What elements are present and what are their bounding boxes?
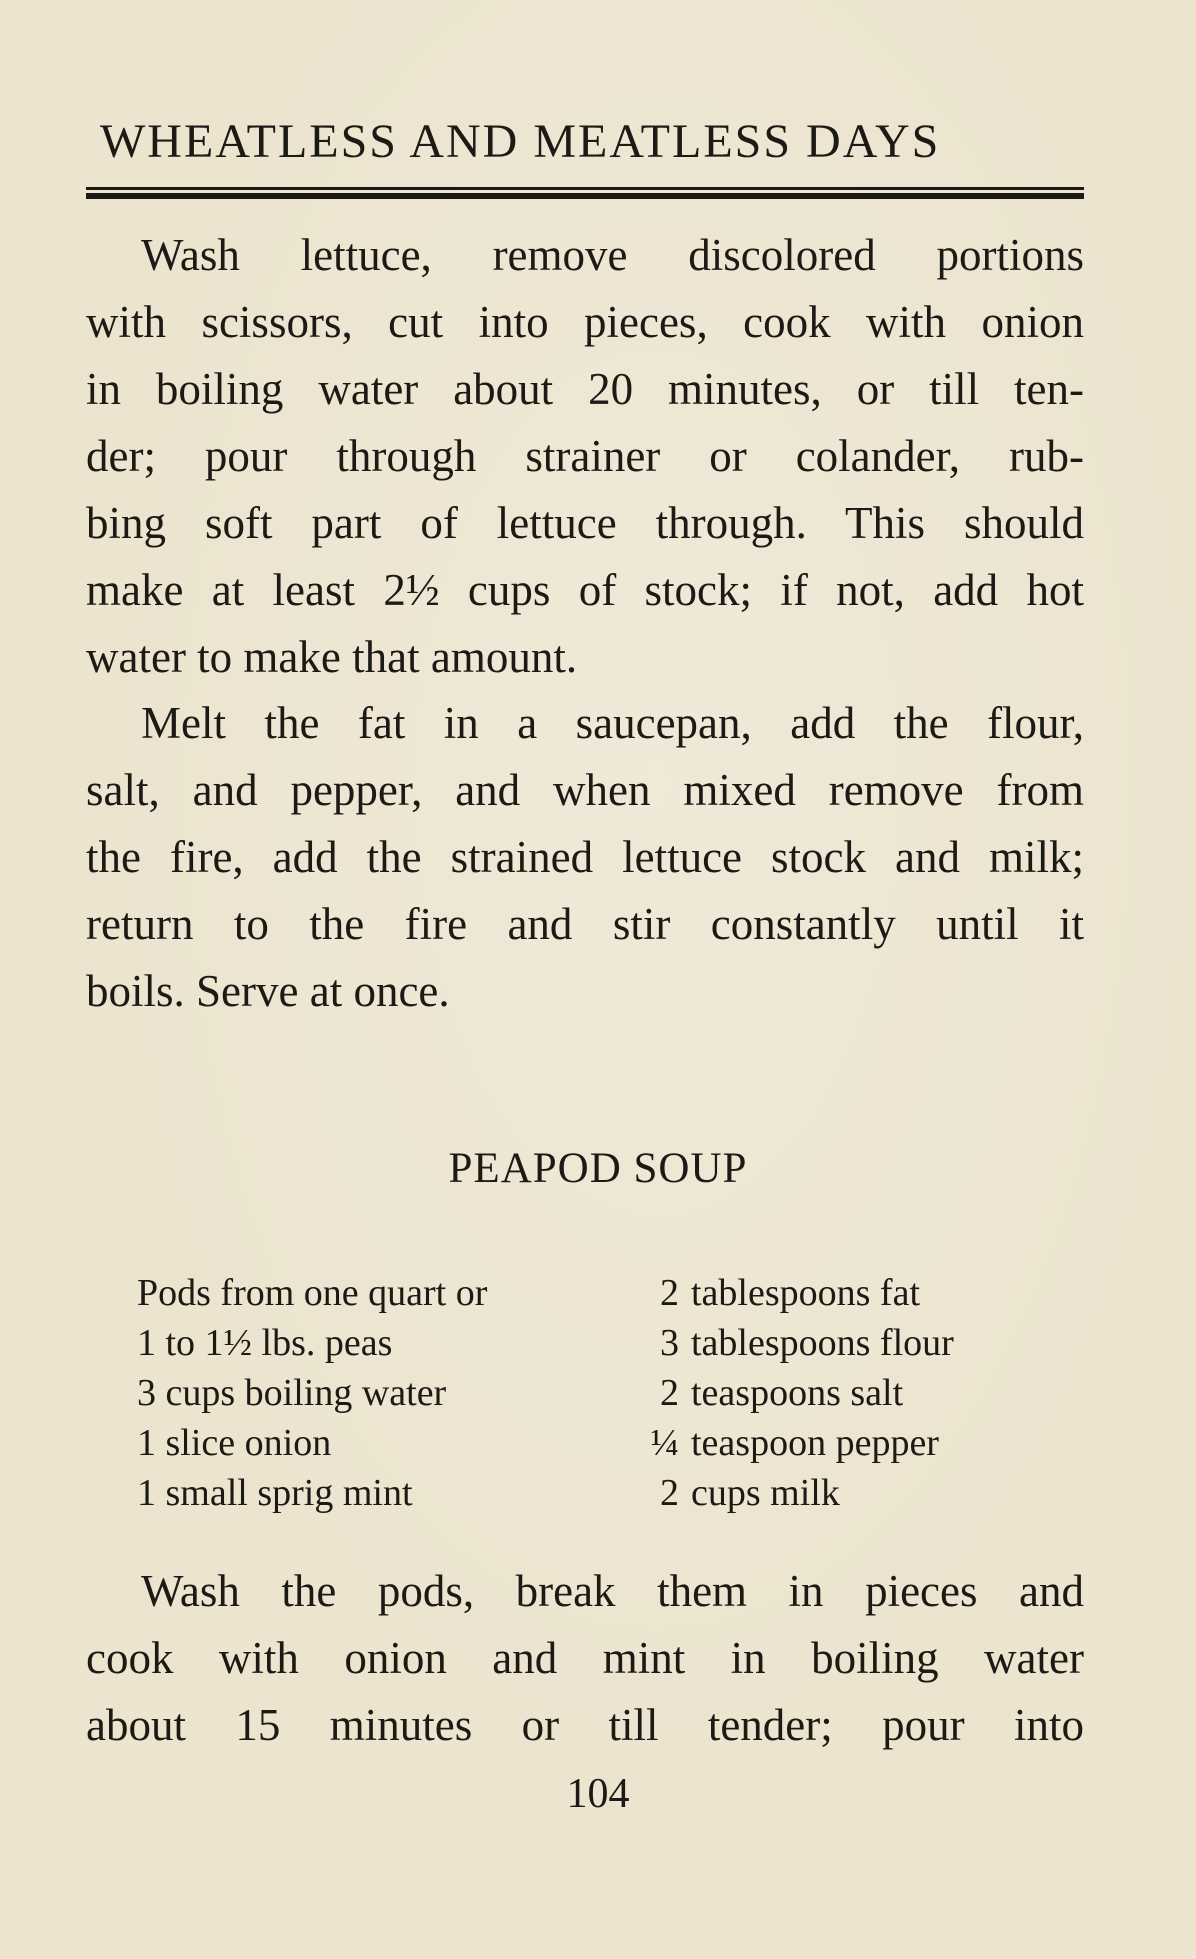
text-line: water to make that amount. — [86, 632, 578, 682]
text-line: Wash lettuce, remove discolored portions — [141, 230, 1084, 280]
ingredient-column-left — [137, 1268, 597, 1518]
paragraph-lettuce-stock — [86, 222, 1084, 691]
text-line: cook with onion and mint in boiling water — [86, 1633, 1084, 1683]
text-line: bing soft part of lettuce through. This should — [86, 498, 1084, 548]
text-line: return to the fire and stir constantly until it — [86, 899, 1084, 949]
ingredient-item — [637, 1368, 1057, 1418]
ingredient-item: 3 cups boiling water — [137, 1372, 447, 1414]
ingredient-item — [637, 1468, 1057, 1518]
running-head: WHEATLESS AND MEATLESS DAYS — [100, 115, 941, 168]
ingredient-quantity: 3 — [660, 1322, 679, 1364]
paragraph-melt-fat — [86, 690, 1084, 1025]
ingredient-name: tablespoons fat — [691, 1272, 921, 1314]
ingredient-name: teaspoons salt — [691, 1372, 904, 1414]
text-line: with scissors, cut into pieces, cook with onion — [86, 297, 1084, 347]
ingredient-item: 1 small sprig mint — [137, 1472, 413, 1514]
double-rule-divider — [86, 187, 1084, 199]
recipe-title: PEAPOD SOUP — [448, 1145, 748, 1192]
text-line: Wash the pods, break them in pieces and — [141, 1566, 1084, 1616]
page-number: 104 — [566, 1771, 630, 1817]
text-line: boils. Serve at once. — [86, 966, 450, 1016]
ingredient-quantity: 2 — [660, 1472, 679, 1514]
ingredient-item — [637, 1318, 1057, 1368]
ingredient-name: tablespoons flour — [691, 1322, 954, 1364]
ingredient-column-right — [637, 1268, 1057, 1518]
ingredient-quantity: ¼ — [650, 1422, 679, 1464]
ingredient-name: cups milk — [691, 1472, 840, 1514]
text-line: make at least 2½ cups of stock; if not, add hot — [86, 565, 1084, 615]
text-line: in boiling water about 20 minutes, or till ten- — [86, 364, 1084, 414]
ingredient-quantity: 2 — [660, 1272, 679, 1314]
ingredient-quantity: 2 — [660, 1372, 679, 1414]
paragraph-wash-pods — [86, 1558, 1084, 1759]
ingredient-item — [637, 1418, 1057, 1468]
ingredient-item: 1 to 1½ lbs. peas — [137, 1322, 393, 1364]
text-line: about 15 minutes or till tender; pour into — [86, 1700, 1084, 1750]
text-line: salt, and pepper, and when mixed remove from — [86, 765, 1084, 815]
ingredient-name: teaspoon pepper — [691, 1422, 939, 1464]
text-line: Melt the fat in a saucepan, add the flour, — [141, 698, 1084, 748]
text-line: the fire, add the strained lettuce stock and milk; — [86, 832, 1084, 882]
ingredient-item: Pods from one quart or — [137, 1272, 488, 1314]
ingredient-item: 1 slice onion — [137, 1422, 332, 1464]
ingredient-item — [637, 1268, 1057, 1318]
text-line: der; pour through strainer or colander, rub- — [86, 431, 1084, 481]
